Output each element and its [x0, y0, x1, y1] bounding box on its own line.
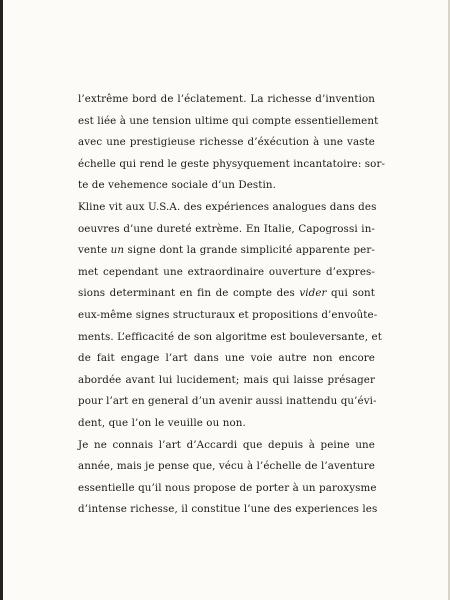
text-line: essentielle qu’il nous propose de porter à un paroxysme: [78, 481, 377, 494]
text-line: Je ne connais l’art d’Accardi que depuis à peine une: [78, 438, 375, 451]
text-line: te de vehemence sociale d’un Destin.: [78, 179, 277, 192]
text-line: Kline vit aux U.S.A. des expériences analogues dans des: [78, 200, 377, 213]
text-line: dent, que l’on le veuille ou non.: [78, 416, 246, 429]
paragraph-3: [78, 435, 378, 521]
text-segment: signe dont la grande simplicité apparente per-: [124, 244, 375, 257]
text-line: d’intense richesse, il constitue l’une des experiences les: [78, 503, 378, 516]
text-line: échelle qui rend le geste physyquement incantatoire: sor-: [78, 157, 386, 170]
page-binding-edge: [0, 0, 3, 600]
text-line: [78, 283, 375, 305]
text-segment: sions determinant en fin de compte des: [78, 287, 300, 300]
text-line: oeuvres d’une dureté extrème. En Italie, Capogrossi in-: [78, 222, 375, 235]
text-line: l’extrême bord de l’éclatement. La richesse d’invention: [78, 93, 375, 105]
text-line: eux-même signes structuraux et propositions d’envoûte-: [78, 308, 378, 321]
text-line: de fait engage l’art dans une voie autre non encore: [78, 352, 375, 365]
paragraph-2: [78, 197, 382, 435]
text-line: avec une prestigieuse richesse d’éxécution à une vaste: [78, 136, 375, 149]
paragraph-1: [78, 89, 386, 197]
text-line: met cependant une extraordinaire ouverture d’expres-: [78, 265, 375, 278]
text-line: est liée à une tension ultime qui compte essentiellement: [78, 114, 379, 127]
italic-word: un: [110, 244, 125, 257]
text-line: ments. L’efficacité de son algoritme est bouleversante, et: [78, 330, 382, 343]
body-text: [78, 89, 386, 521]
text-line: année, mais je pense que, vécu à l’échelle de l’aventure: [78, 460, 375, 473]
text-line: pour l’art en general d’un avenir aussi inattendu qu’évi-: [78, 395, 377, 408]
text-line: [78, 240, 375, 262]
italic-word: vider: [299, 287, 327, 300]
text-line: abordée avant lui lucidement; mais qui laisse présager: [78, 373, 375, 386]
text-segment: vente: [78, 244, 111, 257]
text-segment: qui sont: [326, 287, 376, 300]
